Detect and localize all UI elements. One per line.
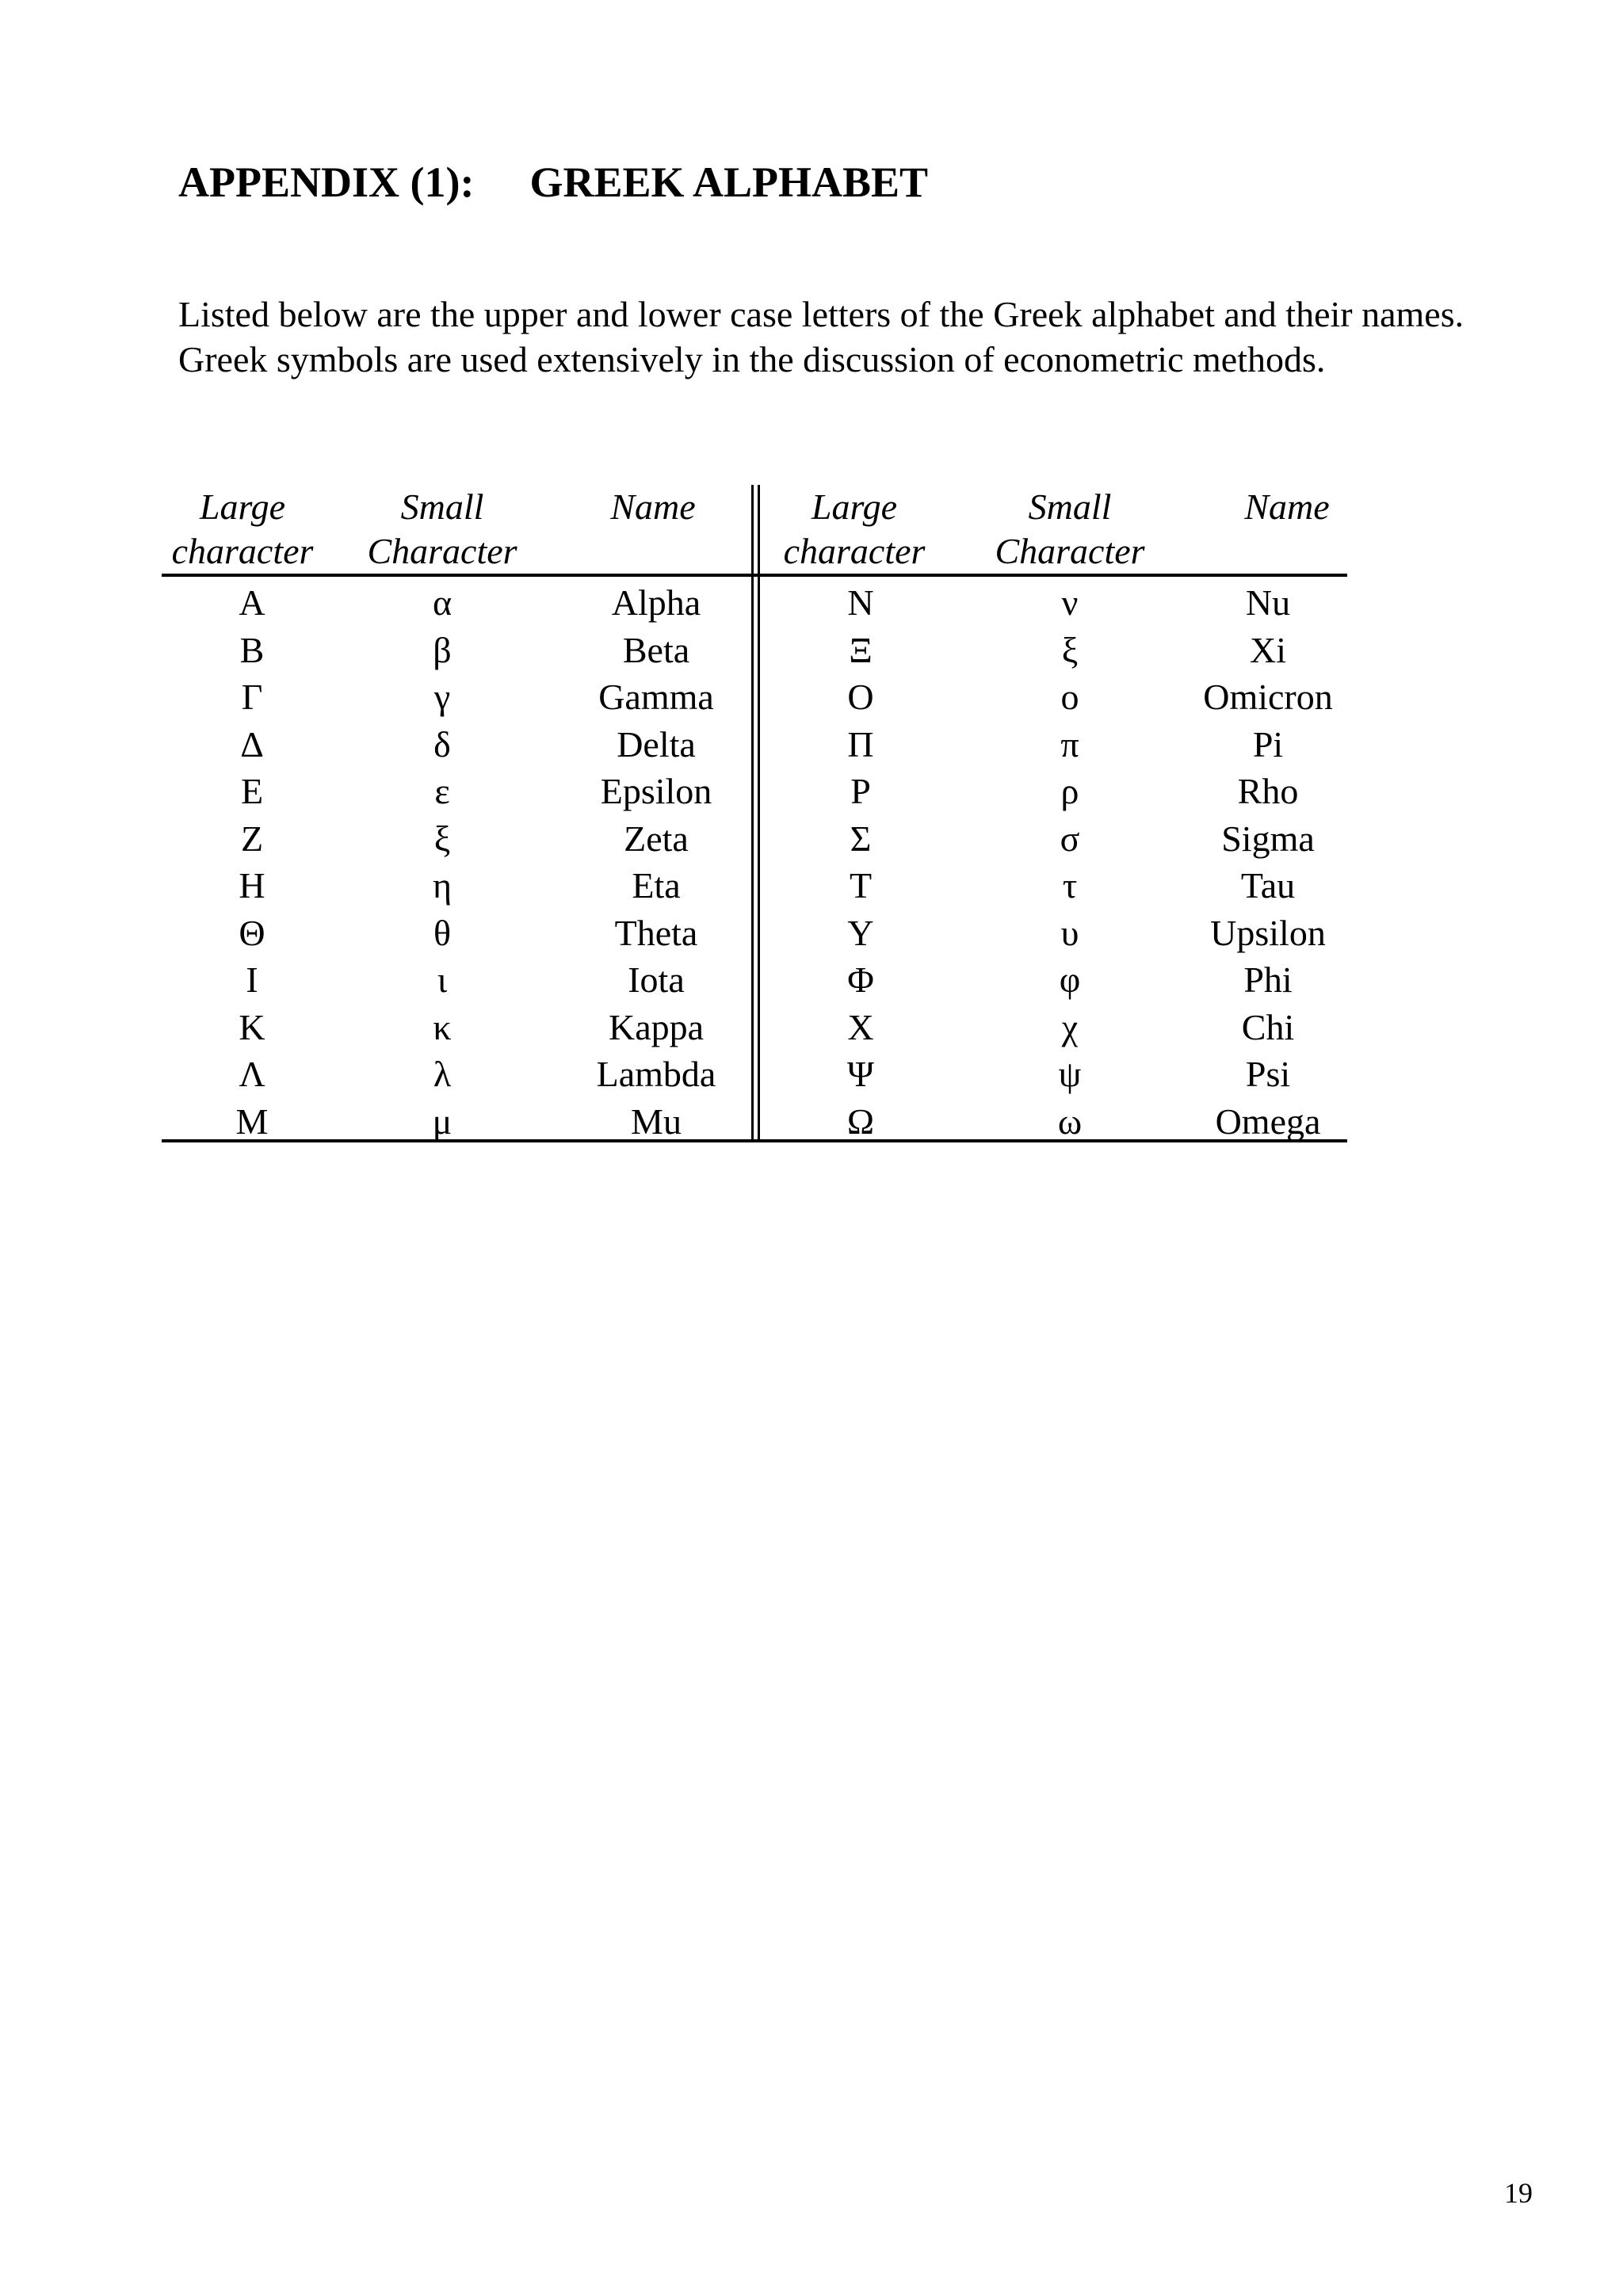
cell-letter-name: Epsilon (600, 771, 712, 811)
header-line: character (171, 531, 314, 571)
cell-letter-name: Theta (614, 912, 698, 953)
cell-small-character: λ (433, 1054, 452, 1094)
intro-line-2: Greek symbols are used extensively in the discussion of econometric methods. (178, 339, 1326, 379)
header-large-character-right (783, 485, 926, 574)
cell-small-character: κ (433, 1006, 452, 1047)
cell-large-character: Γ (241, 677, 263, 717)
cell-large-character: Ω (846, 1100, 875, 1142)
cell-small-character: ξ (433, 818, 451, 859)
cell-letter-name: Omega (1215, 1100, 1321, 1142)
cell-large-character: Ξ (849, 629, 873, 670)
header-line: Small (400, 486, 484, 527)
cell-large-character: Ζ (240, 818, 264, 859)
header-line: Small (1028, 486, 1112, 527)
cell-large-character: Π (847, 723, 874, 765)
appendix-heading (178, 157, 928, 208)
cell-large-character: Θ (239, 912, 265, 953)
cell-large-character: Ε (240, 771, 264, 811)
header-line: Large (811, 486, 898, 527)
cell-large-character: Υ (847, 912, 874, 953)
cell-large-character: Τ (849, 865, 873, 906)
cell-small-character: ο (1060, 677, 1079, 717)
cell-small-character: ε (434, 771, 450, 811)
cell-large-character: Η (239, 865, 265, 906)
cell-letter-name: Beta (622, 629, 690, 670)
cell-letter-name: Tau (1240, 865, 1296, 906)
cell-letter-name: Pi (1252, 723, 1284, 765)
cell-small-character: ξ (1061, 629, 1079, 670)
cell-large-character: Φ (847, 959, 874, 1000)
cell-small-character: θ (433, 912, 452, 953)
cell-letter-name: Omicron (1203, 677, 1333, 717)
cell-letter-name: Xi (1250, 629, 1286, 670)
header-line: Character (995, 531, 1145, 571)
cell-small-character: φ (1059, 959, 1081, 1000)
cell-small-character: δ (433, 723, 451, 765)
cell-small-character: ν (1061, 582, 1079, 623)
cell-letter-name: Zeta (624, 818, 689, 859)
cell-small-character: ι (437, 959, 448, 1000)
cell-large-character: Ο (847, 677, 874, 717)
header-line: Character (367, 531, 517, 571)
header-line: Name (610, 486, 696, 527)
cell-letter-name: Alpha (611, 582, 701, 623)
cell-letter-name: Delta (617, 723, 696, 765)
cell-small-character: υ (1060, 912, 1079, 953)
cell-letter-name: Psi (1245, 1054, 1291, 1094)
cell-letter-name: Phi (1243, 959, 1293, 1000)
page-number: 19 (1504, 2177, 1533, 2209)
header-small-character-left (363, 485, 521, 574)
cell-large-character: Χ (847, 1006, 874, 1047)
intro-paragraph (178, 292, 1573, 382)
cell-small-character: ρ (1060, 771, 1079, 811)
appendix-title: GREEK ALPHABET (529, 158, 929, 206)
cell-letter-name: Gamma (598, 677, 714, 717)
cell-letter-name: Nu (1245, 582, 1291, 623)
cell-letter-name: Upsilon (1210, 912, 1326, 953)
cell-letter-name: Iota (628, 959, 685, 1000)
cell-small-character: ψ (1058, 1054, 1082, 1094)
cell-small-character: β (433, 629, 452, 670)
cell-small-character: ω (1057, 1100, 1083, 1142)
cell-letter-name: Rho (1237, 771, 1299, 811)
cell-large-character: Ν (847, 582, 874, 623)
cell-small-character: σ (1060, 818, 1080, 859)
cell-large-character: Ψ (847, 1054, 874, 1094)
cell-small-character: α (432, 582, 453, 623)
cell-large-character: Β (239, 629, 265, 670)
intro-line-1: Listed below are the upper and lower case letters of the Greek alphabet and their names. (178, 294, 1465, 334)
cell-large-character: Δ (240, 723, 264, 765)
header-small-character-right (991, 485, 1149, 574)
cell-small-character: η (432, 865, 453, 906)
center-double-rule-right (758, 485, 760, 1142)
cell-large-character: Μ (235, 1100, 269, 1142)
appendix-number: APPENDIX (1): (178, 158, 475, 206)
header-name-right (1208, 485, 1366, 529)
cell-small-character: μ (432, 1100, 453, 1142)
cell-small-character: π (1060, 723, 1079, 765)
cell-letter-name: Lambda (596, 1054, 716, 1094)
header-name-left (574, 485, 732, 529)
cell-large-character: Σ (850, 818, 872, 859)
cell-small-character: γ (433, 677, 451, 717)
cell-letter-name: Kappa (608, 1006, 705, 1047)
cell-small-character: τ (1062, 865, 1078, 906)
cell-large-character: Λ (239, 1054, 265, 1094)
header-line: Name (1244, 486, 1330, 527)
cell-small-character: χ (1061, 1006, 1079, 1047)
greek-alphabet-table (162, 485, 1347, 1142)
cell-letter-name: Chi (1241, 1006, 1295, 1047)
cell-letter-name: Mu (631, 1100, 682, 1142)
header-line: Large (199, 486, 286, 527)
cell-large-character: Κ (239, 1006, 265, 1047)
cell-large-character: Ρ (850, 771, 871, 811)
center-double-rule-left (751, 485, 754, 1142)
cell-letter-name: Eta (632, 865, 681, 906)
header-rule (162, 574, 1347, 577)
header-line: character (783, 531, 926, 571)
header-large-character-left (171, 485, 314, 574)
cell-large-character: Ι (246, 959, 258, 1000)
cell-letter-name: Sigma (1221, 818, 1315, 859)
cell-large-character: Α (239, 582, 265, 623)
